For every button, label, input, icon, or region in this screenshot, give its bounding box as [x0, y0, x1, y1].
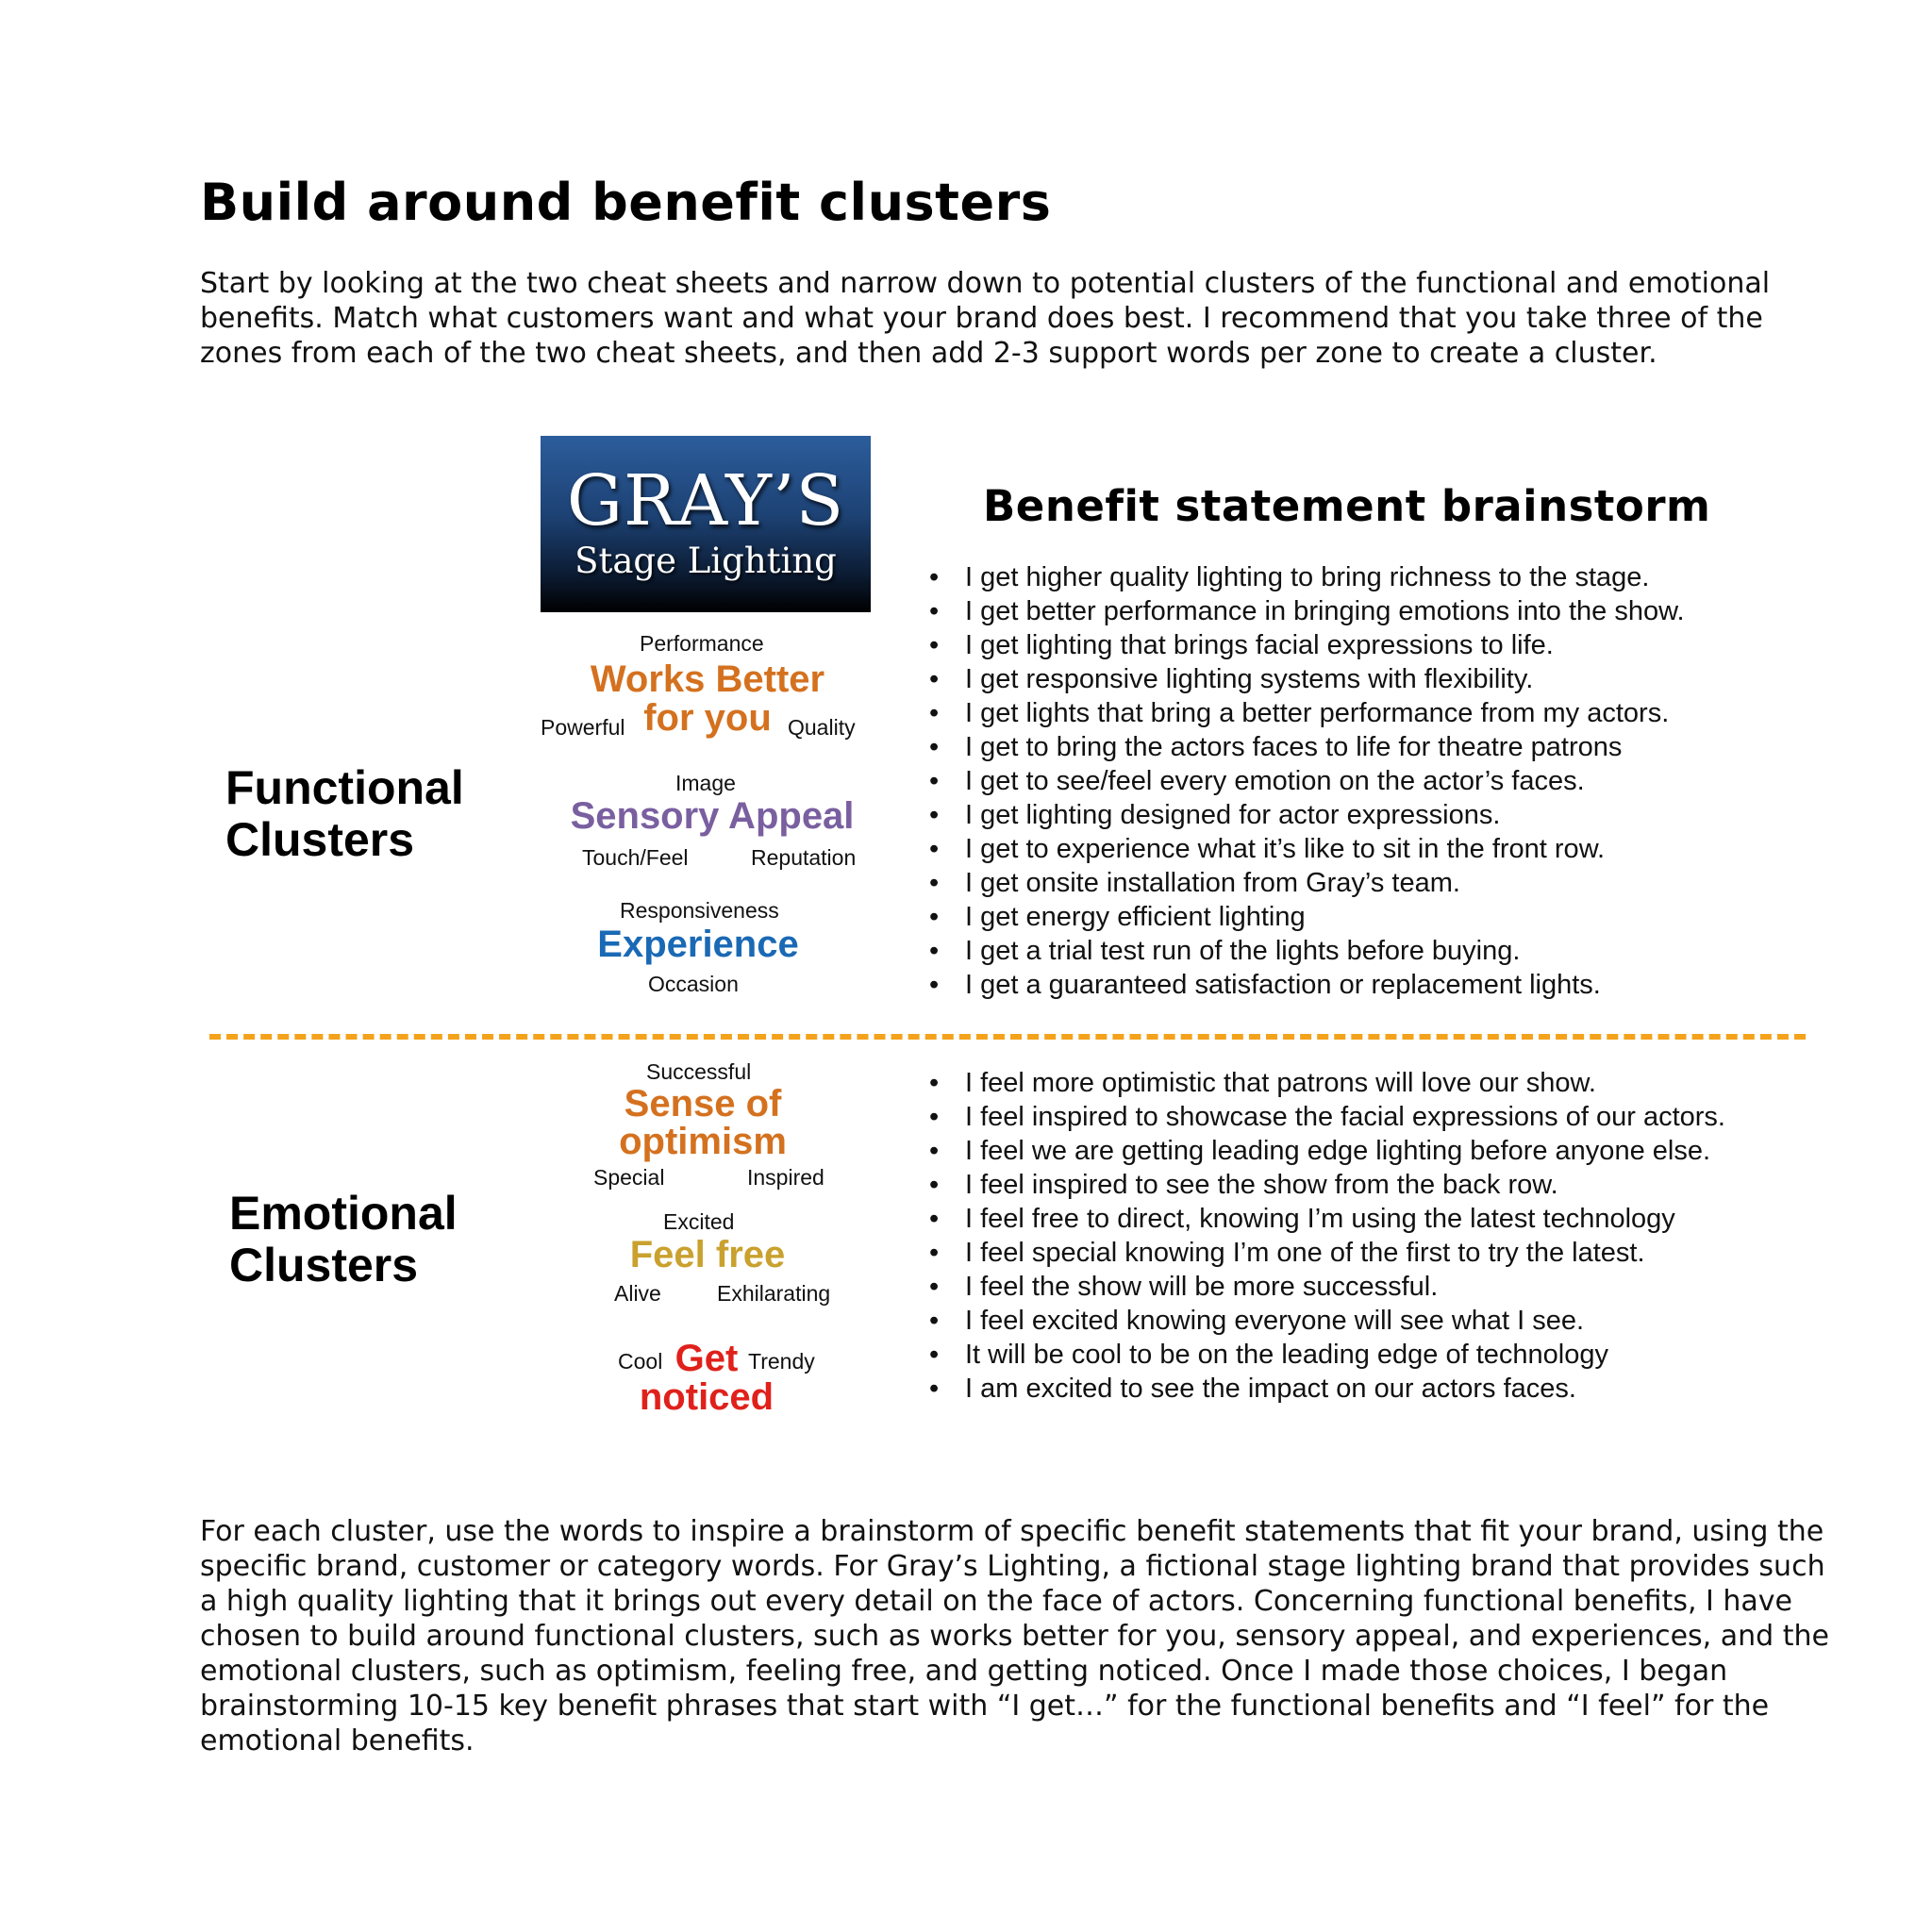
- list-item: • I feel excited knowing everyone will see what I see.: [929, 1304, 1725, 1338]
- page-title: Build around benefit clusters: [200, 173, 1052, 232]
- logo-name: GRAY’S: [566, 460, 845, 541]
- list-item: • I get a trial test run of the lights before buying.: [929, 934, 1685, 968]
- cluster-word: Touch/Feel: [582, 845, 689, 870]
- list-item: • I feel more optimistic that patrons will love our show.: [929, 1066, 1725, 1100]
- cluster-word: Responsiveness: [620, 898, 779, 923]
- cluster-label: Sensory Appeal: [570, 795, 855, 837]
- cluster-label: Feel free: [629, 1234, 786, 1275]
- list-item: • I get lighting designed for actor expressions.: [929, 798, 1685, 832]
- list-item: • I get to experience what it’s like to sit in the front row.: [929, 832, 1685, 866]
- intro-paragraph: Start by looking at the two cheat sheets and narrow down to potential clusters of the functional and emotional benefits. Match what customers want and what your brand does best. I recommend that you take three of the zones from each of the two cheat sheets, and then add 2-3 support words per zone to create a cluster.: [200, 267, 1771, 370]
- cluster-word: Special: [593, 1165, 665, 1190]
- list-item: • I feel inspired to showcase the facial expressions of our actors.: [929, 1100, 1725, 1134]
- list-item: • It will be cool to be on the leading edge of technology: [929, 1338, 1725, 1372]
- list-item: • I am excited to see the impact on our actors faces.: [929, 1372, 1725, 1406]
- cluster-word: Image: [675, 771, 736, 795]
- list-item: • I feel the show will be more successful.: [929, 1270, 1725, 1304]
- list-item: • I feel special knowing I’m one of the first to try the latest.: [929, 1236, 1725, 1270]
- list-item: • I feel we are getting leading edge lighting before anyone else.: [929, 1134, 1725, 1168]
- list-item: • I get to bring the actors faces to life for theatre patrons: [929, 730, 1685, 764]
- list-item: • I get lights that bring a better performance from my actors.: [929, 696, 1685, 730]
- list-item: • I get better performance in bringing emotions into the show.: [929, 594, 1685, 628]
- cluster-word: Powerful: [541, 715, 625, 740]
- list-item: • I get onsite installation from Gray’s team.: [929, 866, 1685, 900]
- cluster-word: Occasion: [648, 972, 739, 996]
- cluster-word: Trendy: [748, 1349, 815, 1374]
- logo-tagline: Stage Lighting: [575, 541, 837, 581]
- cluster-label: Sense of optimism: [619, 1083, 787, 1162]
- cluster-word: Inspired: [747, 1165, 824, 1190]
- outro-paragraph: For each cluster, use the words to inspire a brainstorm of specific benefit statements that fit your brand, using the specific brand, customer or category words. For Gray’s Lighting, a fictional stage lighting brand that provides such a high quality lighting that it brings out every detail on the face of actors. Concerning functional benefits, I have chosen to build around functional clusters, such as works better for you, sensory appeal, and experiences, and the emotional clusters, such as optimism, feeling free, and getting noticed. Once I made those choices, I began brainstorming 10-15 key benefit phrases that start with “I get…” for the functional benefits and “I feel” for the emotional benefits.: [200, 1515, 1829, 1757]
- cluster-word: Performance: [640, 631, 764, 656]
- list-item: • I feel free to direct, knowing I’m using the latest technology: [929, 1202, 1725, 1236]
- list-item: • I get to see/feel every emotion on the actor’s faces.: [929, 764, 1685, 798]
- cluster-word: Successful: [646, 1059, 752, 1084]
- cluster-label: Works Better for you: [590, 658, 825, 739]
- list-item: • I get higher quality lighting to bring richness to the stage.: [929, 560, 1685, 594]
- grays-logo: [541, 436, 871, 612]
- functional-clusters-heading: Functional Clusters: [225, 761, 464, 866]
- cluster-word: Cool: [618, 1349, 663, 1374]
- list-item: • I get lighting that brings facial expressions to life.: [929, 628, 1685, 662]
- cluster-word: Reputation: [751, 845, 857, 870]
- functional-benefit-list: [929, 560, 1685, 1002]
- list-item: • I get energy efficient lighting: [929, 900, 1685, 934]
- emotional-clusters-heading: Emotional Clusters: [229, 1187, 458, 1291]
- cluster-word: Excited: [663, 1209, 735, 1234]
- cluster-label: Experience: [597, 924, 799, 965]
- cluster-word: Quality: [788, 715, 856, 740]
- cluster-word: Exhilarating: [717, 1281, 831, 1306]
- brainstorm-heading: Benefit statement brainstorm: [983, 481, 1711, 531]
- emotional-benefit-list: [929, 1066, 1725, 1406]
- cluster-word: Alive: [614, 1281, 661, 1306]
- list-item: • I get responsive lighting systems with flexibility.: [929, 662, 1685, 696]
- list-item: • I get a guaranteed satisfaction or replacement lights.: [929, 968, 1685, 1002]
- list-item: • I feel inspired to see the show from the back row.: [929, 1168, 1725, 1202]
- cluster-label: Get noticed: [639, 1338, 774, 1418]
- section-divider: [209, 1034, 1806, 1040]
